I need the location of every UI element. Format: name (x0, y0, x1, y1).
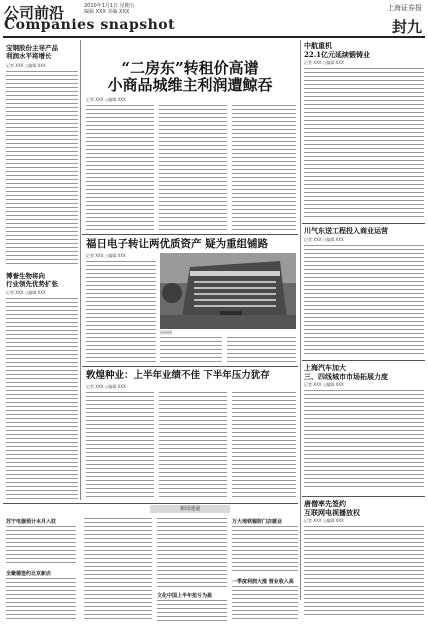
dunhuang-byline: 记者 XXX ○编辑 XXX (86, 384, 126, 389)
right-top-body (304, 68, 424, 218)
left-mid-headline: 博誉生物将向 行业领先优势扩张 (6, 272, 58, 288)
left-mid-byline: 记者 XXX ○编辑 XXX (6, 290, 46, 295)
fudian-headline: 福日电子转让两优质资产 疑为重组铺路 (86, 238, 269, 250)
dunhuang-body-col1 (86, 392, 154, 500)
fudian-body-col1 (86, 261, 156, 362)
fudian-byline: 记者 XXX ○编辑 XXX (86, 253, 126, 258)
right-bottom-body (304, 526, 424, 616)
left-top-headline: 宝钢股份主导产品 利润水平将增长 (6, 44, 58, 60)
brief-body (6, 578, 76, 622)
brief-title: 苏宁电器预计本月入驻 (6, 519, 57, 525)
fudian-body-col2 (160, 337, 222, 362)
briefs-rule (3, 503, 298, 504)
brief-title: 文化中国上半年扭亏为盈 (157, 593, 213, 599)
brief-body (157, 518, 227, 588)
right-low-byline: 记者 XXX ○编辑 XXX (304, 382, 344, 387)
right-bottom-byline: 记者 XXX ○编辑 XXX (304, 518, 344, 523)
right-mid-byline: 记者 XXX ○编辑 XXX (304, 237, 344, 242)
lead-body-col1 (86, 105, 154, 231)
brief-body (232, 526, 298, 574)
brief-title: 万大地铁辐射门店就业 (232, 519, 283, 525)
right-mid-body (304, 245, 424, 355)
brief-title: 全聚德签约北京新店 (6, 571, 52, 577)
brief-body (157, 600, 227, 622)
left-mid-body (6, 298, 78, 500)
column-divider (300, 40, 301, 600)
right-mid-headline: 川气东送工程投入商业运营 (304, 226, 388, 235)
building-photo (160, 253, 296, 329)
issue-date: 2010年1月1日 星期五 (84, 3, 135, 9)
page-number: 封九 (391, 18, 422, 36)
fudian-body-col3 (227, 337, 296, 362)
lead-body-col3 (232, 105, 296, 231)
section-rule (302, 223, 425, 224)
dunhuang-body-col2 (159, 392, 227, 500)
lead-byline: 记者 XXX ○编辑 XXX (86, 97, 126, 102)
right-low-headline: 上海汽车加大 三、四线城市市场拓展力度 (304, 363, 388, 381)
editor-line: 编辑 XXX 美编 XXX (84, 9, 130, 15)
right-top-headline: 中航重机 22.1亿元延续锻铸业 (304, 41, 371, 59)
dunhuang-body-col3 (232, 392, 296, 500)
issue-meta (84, 3, 135, 15)
lead-headline: “二房东”转租价高谱 小商品城维主利润遭鲸吞 (107, 59, 273, 94)
masthead-rule (3, 36, 425, 38)
section-rule (302, 496, 425, 497)
section-rule (82, 366, 298, 367)
brief-title: 一季度利润大涨 营业收入高 (232, 579, 294, 585)
right-low-body (304, 390, 424, 490)
building-photo-image (160, 253, 296, 329)
dunhuang-headline: 敦煌种业：上半年业绩不佳 下半年压力犹存 (86, 370, 270, 381)
photo-caption: 资料图 (160, 330, 172, 335)
column-divider (80, 40, 81, 500)
briefs-band: 新闻速递 (150, 505, 230, 513)
brief-body (6, 526, 76, 566)
left-top-byline: 记者 XXX ○编辑 XXX (6, 63, 46, 68)
left-top-body (6, 71, 78, 267)
section-rule (302, 360, 425, 361)
section-english: Companies snapshot (4, 17, 176, 33)
lead-body-col2 (159, 105, 227, 231)
section-rule (82, 234, 298, 235)
brief-body (232, 586, 298, 622)
newspaper-name: 上海证券报 (387, 4, 422, 12)
section-title: 公司前沿 (4, 4, 65, 22)
right-top-byline: 记者 XXX ○编辑 XXX (304, 60, 344, 65)
right-bottom-headline: 唐僧率先签约 互联网电视播放权 (304, 499, 360, 517)
brief-body (84, 518, 152, 622)
